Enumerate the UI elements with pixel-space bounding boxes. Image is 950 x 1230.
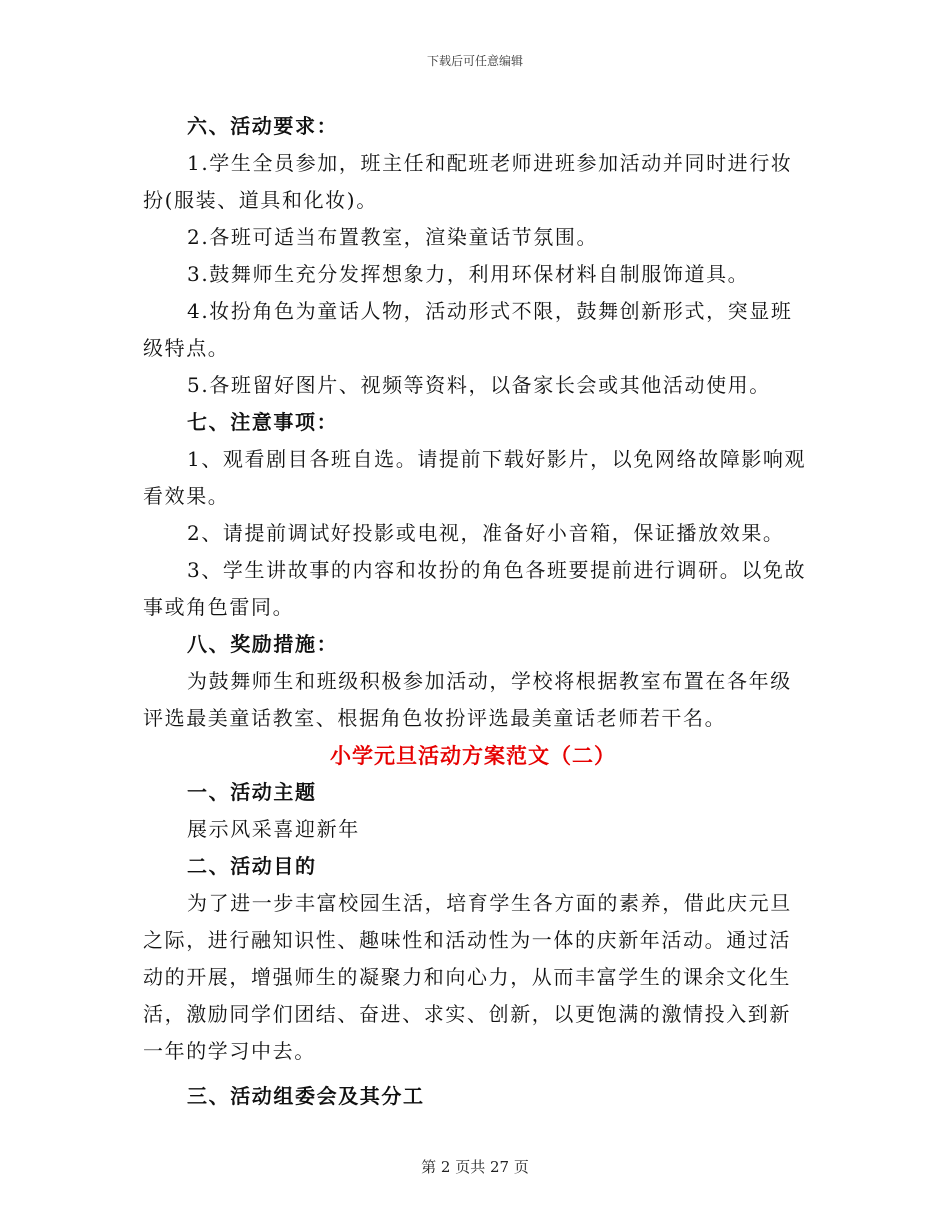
paragraph-line: 之际，进行融知识性、趣味性和活动性为一体的庆新年活动。通过活 (143, 928, 791, 952)
section-heading-theme: 一、活动主题 (187, 780, 317, 804)
page-header: 下载后可任意编辑 (426, 54, 523, 68)
paragraph-line: 3、学生讲故事的内容和妆扮的角色各班要提前进行调研。以免故 (187, 558, 807, 582)
document-title: 小学元旦活动方案范文（二） (330, 743, 616, 768)
paragraph-line: 5.各班留好图片、视频等资料，以备家长会或其他活动使用。 (187, 373, 771, 397)
paragraph-line: 级特点。 (143, 336, 230, 360)
paragraph-line: 2、请提前调试好投影或电视，准备好小音箱，保证播放效果。 (187, 521, 785, 545)
page-footer: 第 2 页共 27 页 (421, 1158, 529, 1176)
paragraph-line: 3.鼓舞师生充分发挥想象力，利用环保材料自制服饰道具。 (187, 262, 750, 286)
paragraph-line: 一年的学习中去。 (143, 1039, 316, 1063)
paragraph-line: 活，激励同学们团结、奋进、求实、创新，以更饱满的激情投入到新 (143, 1002, 791, 1026)
paragraph-line: 为鼓舞师生和班级积极参加活动，学校将根据教室布置在各年级 (187, 669, 792, 693)
section-heading-notes: 七、注意事项： (187, 410, 339, 434)
paragraph-line: 2.各班可适当布置教室，渲染童话节氛围。 (187, 225, 599, 249)
document-body (143, 108, 807, 1115)
section-heading-rewards: 八、奖励措施： (187, 632, 339, 656)
paragraph-line: 事或角色雷同。 (143, 595, 295, 619)
paragraph-line: 1.学生全员参加，班主任和配班老师进班参加活动并同时进行妆 (187, 151, 793, 175)
paragraph-line: 4.妆扮角色为童话人物，活动形式不限，鼓舞创新形式，突显班 (187, 299, 793, 323)
section-heading-committee: 三、活动组委会及其分工 (187, 1084, 425, 1108)
paragraph-line: 看效果。 (143, 484, 230, 508)
paragraph-line: 展示风采喜迎新年 (187, 817, 360, 841)
paragraph-line: 1、观看剧目各班自选。请提前下载好影片，以免网络故障影响观 (187, 447, 807, 471)
paragraph-line: 动的开展，增强师生的凝聚力和向心力，从而丰富学生的课余文化生 (143, 965, 791, 989)
paragraph-line: 扮(服装、道具和化妆)。 (143, 188, 378, 212)
section-heading-purpose: 二、活动目的 (187, 854, 317, 878)
section-heading-requirements: 六、活动要求： (187, 114, 339, 138)
paragraph-line: 为了进一步丰富校园生活，培育学生各方面的素养，借此庆元旦 (187, 891, 792, 915)
paragraph-line: 评选最美童话教室、根据角色妆扮评选最美童话老师若干名。 (143, 706, 727, 730)
